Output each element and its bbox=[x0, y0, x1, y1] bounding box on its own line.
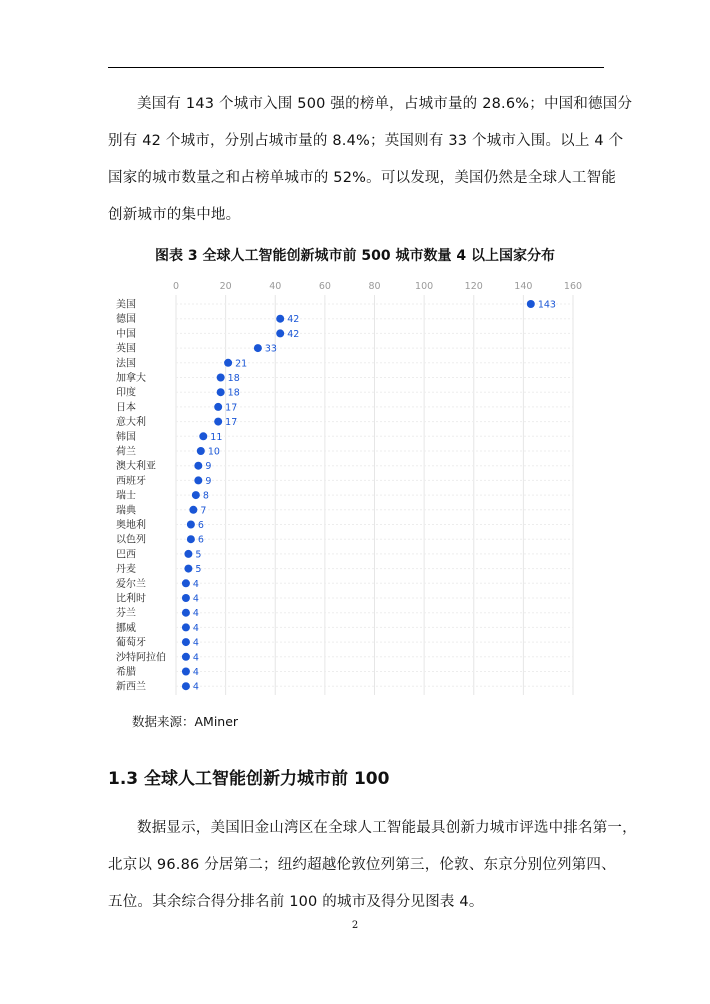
text-line: 创新城市的集中地。 bbox=[108, 207, 241, 223]
data-point bbox=[182, 668, 190, 676]
x-tick-label: 160 bbox=[563, 281, 583, 292]
category-label: 希腊 bbox=[116, 667, 136, 678]
category-label: 葡萄牙 bbox=[116, 637, 146, 649]
text-line: 数据显示，美国旧金山湾区在全球人工智能最具创新力城市评选中排名第一， bbox=[137, 820, 637, 836]
data-point bbox=[276, 315, 284, 323]
chart-title: 图表 3 全球人工智能创新城市前 500 城市数量 4 以上国家分布 bbox=[155, 248, 555, 264]
data-label: 7 bbox=[200, 505, 207, 517]
data-label: 42 bbox=[287, 314, 300, 326]
category-label: 美国 bbox=[116, 299, 136, 311]
category-label: 巴西 bbox=[116, 549, 136, 561]
data-label: 6 bbox=[197, 520, 204, 531]
data-point bbox=[192, 491, 200, 499]
category-label: 丹麦 bbox=[116, 564, 136, 576]
data-point bbox=[254, 344, 262, 352]
x-tick-label: 120 bbox=[464, 281, 483, 292]
category-label: 英国 bbox=[116, 343, 136, 355]
category-label: 西班牙 bbox=[116, 475, 146, 487]
category-label: 印度 bbox=[116, 387, 136, 399]
category-label: 比利时 bbox=[116, 593, 146, 605]
data-point bbox=[224, 359, 232, 367]
data-source: 数据来源：AMiner bbox=[132, 714, 239, 729]
data-label: 4 bbox=[192, 608, 199, 620]
category-label: 瑞士 bbox=[116, 490, 136, 502]
text-line: 别有 42 个城市，分别占城市量的 8.4%；英国则有 33 个城市入围。以上 4 个 bbox=[108, 133, 624, 149]
paragraph-2 bbox=[108, 810, 637, 921]
category-label: 瑞典 bbox=[116, 505, 136, 517]
data-point bbox=[182, 638, 190, 646]
category-label: 澳大利亚 bbox=[116, 461, 156, 473]
data-label: 42 bbox=[287, 328, 300, 340]
data-point bbox=[197, 447, 205, 455]
text-line: 五位。其余综合得分排名前 100 的城市及得分见图表 4。 bbox=[108, 894, 484, 910]
data-point bbox=[184, 565, 192, 573]
x-tick-label: 40 bbox=[269, 281, 282, 292]
x-tick-label: 60 bbox=[318, 281, 331, 292]
data-point bbox=[214, 403, 222, 411]
data-label: 8 bbox=[202, 490, 209, 502]
category-label: 挪威 bbox=[116, 622, 136, 634]
text-line: 国家的城市数量之和占榜单城市的 52%。可以发现，美国仍然是全球人工智能 bbox=[108, 170, 617, 186]
data-point bbox=[214, 418, 222, 426]
data-label: 17 bbox=[225, 402, 238, 414]
data-point bbox=[182, 623, 190, 631]
text-line: 美国有 143 个城市入围 500 强的榜单，占城市量的 28.6%；中国和德国分 bbox=[137, 96, 633, 112]
category-label: 中国 bbox=[116, 328, 136, 340]
data-point bbox=[527, 300, 535, 308]
section-heading: 1.3 全球人工智能创新力城市前 100 bbox=[108, 769, 390, 789]
data-label: 6 bbox=[197, 534, 204, 546]
data-label: 9 bbox=[205, 475, 212, 487]
category-label: 加拿大 bbox=[116, 373, 146, 384]
data-label: 4 bbox=[192, 667, 199, 678]
x-tick-label: 80 bbox=[368, 281, 381, 292]
data-point bbox=[187, 521, 195, 529]
text-line: 北京以 96.86 分居第二；纽约超越伦敦位列第三，伦敦、东京分别位列第四、 bbox=[108, 857, 616, 873]
category-label: 意大利 bbox=[116, 417, 146, 429]
data-label: 4 bbox=[192, 637, 199, 649]
category-label: 德国 bbox=[116, 314, 136, 326]
data-label: 5 bbox=[195, 564, 202, 576]
category-label: 荷兰 bbox=[116, 446, 136, 458]
data-point bbox=[189, 506, 197, 514]
data-label: 21 bbox=[235, 358, 248, 370]
category-label: 沙特阿拉伯 bbox=[116, 652, 166, 664]
data-label: 5 bbox=[195, 549, 202, 561]
data-label: 4 bbox=[192, 578, 199, 590]
data-point bbox=[217, 388, 225, 396]
data-point bbox=[184, 550, 192, 558]
header-rule bbox=[108, 67, 604, 68]
data-point bbox=[217, 374, 225, 382]
data-point bbox=[182, 682, 190, 690]
data-label: 18 bbox=[227, 387, 240, 399]
data-label: 18 bbox=[227, 373, 240, 384]
category-label: 日本 bbox=[116, 402, 136, 414]
data-point bbox=[182, 579, 190, 587]
data-point bbox=[182, 609, 190, 617]
data-point bbox=[182, 653, 190, 661]
category-label: 新西兰 bbox=[116, 681, 146, 693]
page-number: 2 bbox=[351, 920, 359, 931]
category-label: 以色列 bbox=[116, 534, 146, 546]
data-label: 4 bbox=[192, 593, 199, 605]
data-point bbox=[194, 462, 202, 470]
country-count-chart bbox=[108, 275, 592, 695]
data-label: 10 bbox=[207, 446, 220, 458]
category-label: 韩国 bbox=[116, 431, 136, 443]
data-point bbox=[194, 476, 202, 484]
data-label: 17 bbox=[225, 417, 238, 429]
category-label: 爱尔兰 bbox=[116, 578, 146, 590]
x-tick-label: 140 bbox=[514, 281, 533, 292]
data-label: 9 bbox=[205, 461, 212, 473]
data-point bbox=[187, 535, 195, 543]
data-label: 4 bbox=[192, 652, 199, 664]
x-tick-label: 100 bbox=[415, 281, 434, 292]
x-tick-label: 20 bbox=[219, 281, 232, 292]
category-label: 奥地利 bbox=[116, 520, 146, 531]
category-label: 芬兰 bbox=[116, 608, 136, 620]
paragraph-1 bbox=[108, 86, 633, 234]
data-label: 33 bbox=[264, 343, 277, 355]
data-label: 4 bbox=[192, 681, 199, 693]
category-label: 法国 bbox=[116, 358, 136, 370]
data-label: 143 bbox=[537, 299, 556, 311]
data-point bbox=[182, 594, 190, 602]
data-point bbox=[276, 329, 284, 337]
data-label: 11 bbox=[210, 431, 223, 443]
x-tick-label: 0 bbox=[172, 281, 180, 292]
data-point bbox=[199, 432, 207, 440]
data-label: 4 bbox=[192, 622, 199, 634]
